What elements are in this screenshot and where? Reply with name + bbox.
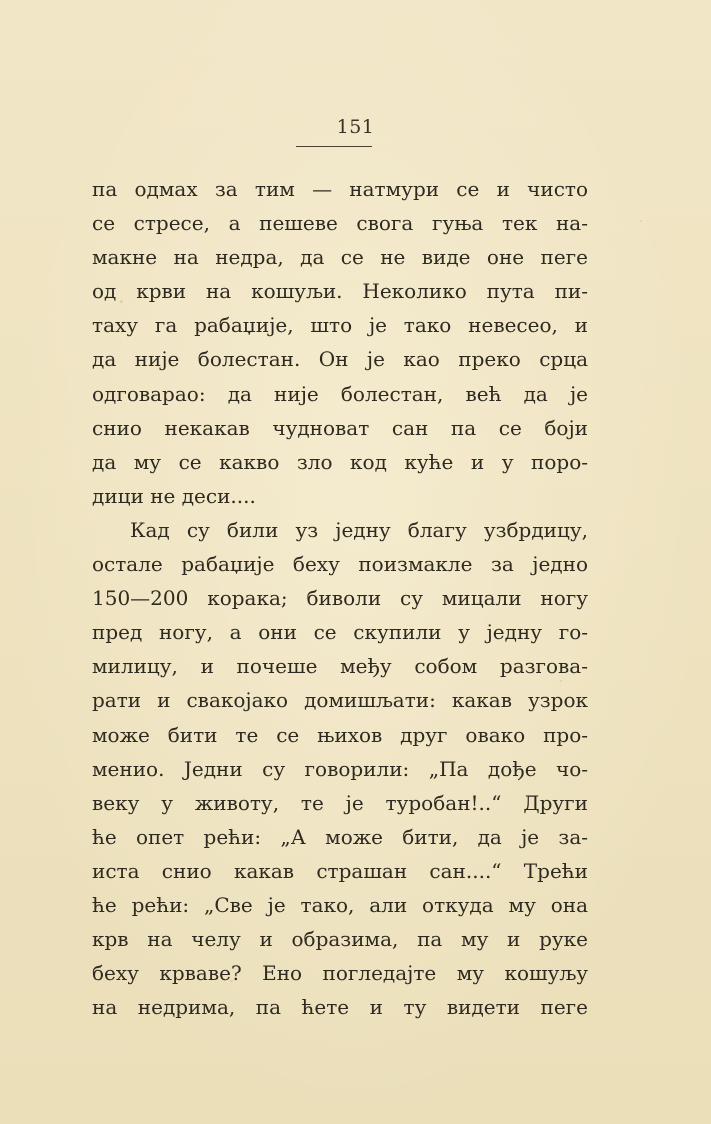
text-line: снио некакав чудноват сан па се боји [92,415,588,440]
page-number: 151 [336,116,375,138]
text-line: па одмах за тим — натмури се и чисто [92,177,588,201]
text-line: ће опет рећи: „А може бити, да је за- [92,824,588,849]
text-line: таху га рабаџије, што је тако невесео, и [92,313,588,338]
text-line: макне на недра, да се не виде оне пеге [92,245,588,270]
text-line: беху крваве? Ено погледајте му кошуљу [92,961,588,986]
text-line: дици не деси.... [92,483,256,508]
text-line: пред ногу, а они се скупили у једну го- [92,620,588,645]
text-line: менио. Једни су говорили: „Па дође чо- [92,756,588,781]
body-text [92,172,588,1024]
text-line: веку у животу, те је туробан!..“ Други [92,790,588,815]
page-number-rule [296,146,372,147]
text-line: од крви на кошуљи. Неколико пута пи- [92,279,588,304]
text-line: се стресе, а пешеве свога гуња тек на- [92,211,588,236]
text-line: Кад су били уз једну благу узбрдицу, [130,517,588,542]
text-line: на недрима, па ћете и ту видети пеге [92,995,588,1020]
paragraph-1 [92,172,588,513]
text-line: остале рабаџије беху поизмакле за једно [92,552,588,577]
text-line: милицу, и почеше међу собом разгова- [92,654,588,679]
text-line: ће рећи: „Све је тако, али откуда му она [92,892,588,917]
text-line: крв на челу и образима, па му и руке [92,927,588,952]
text-line: може бити те се њихов друг овако про- [92,722,588,747]
text-line: иста снио какав страшан сан....“ Трећи [92,858,588,883]
text-line: да није болестан. Он је као преко срца [92,347,588,372]
text-line: 150—200 корака; биволи су мицали ногу [92,586,588,611]
text-line: одговарао: да није болестан, већ да је [92,381,588,406]
paragraph-2 [92,513,588,1024]
text-line: рати и свакојако домишљати: какав узрок [92,688,588,713]
text-line: да му се какво зло код куће и у поро- [92,449,588,474]
